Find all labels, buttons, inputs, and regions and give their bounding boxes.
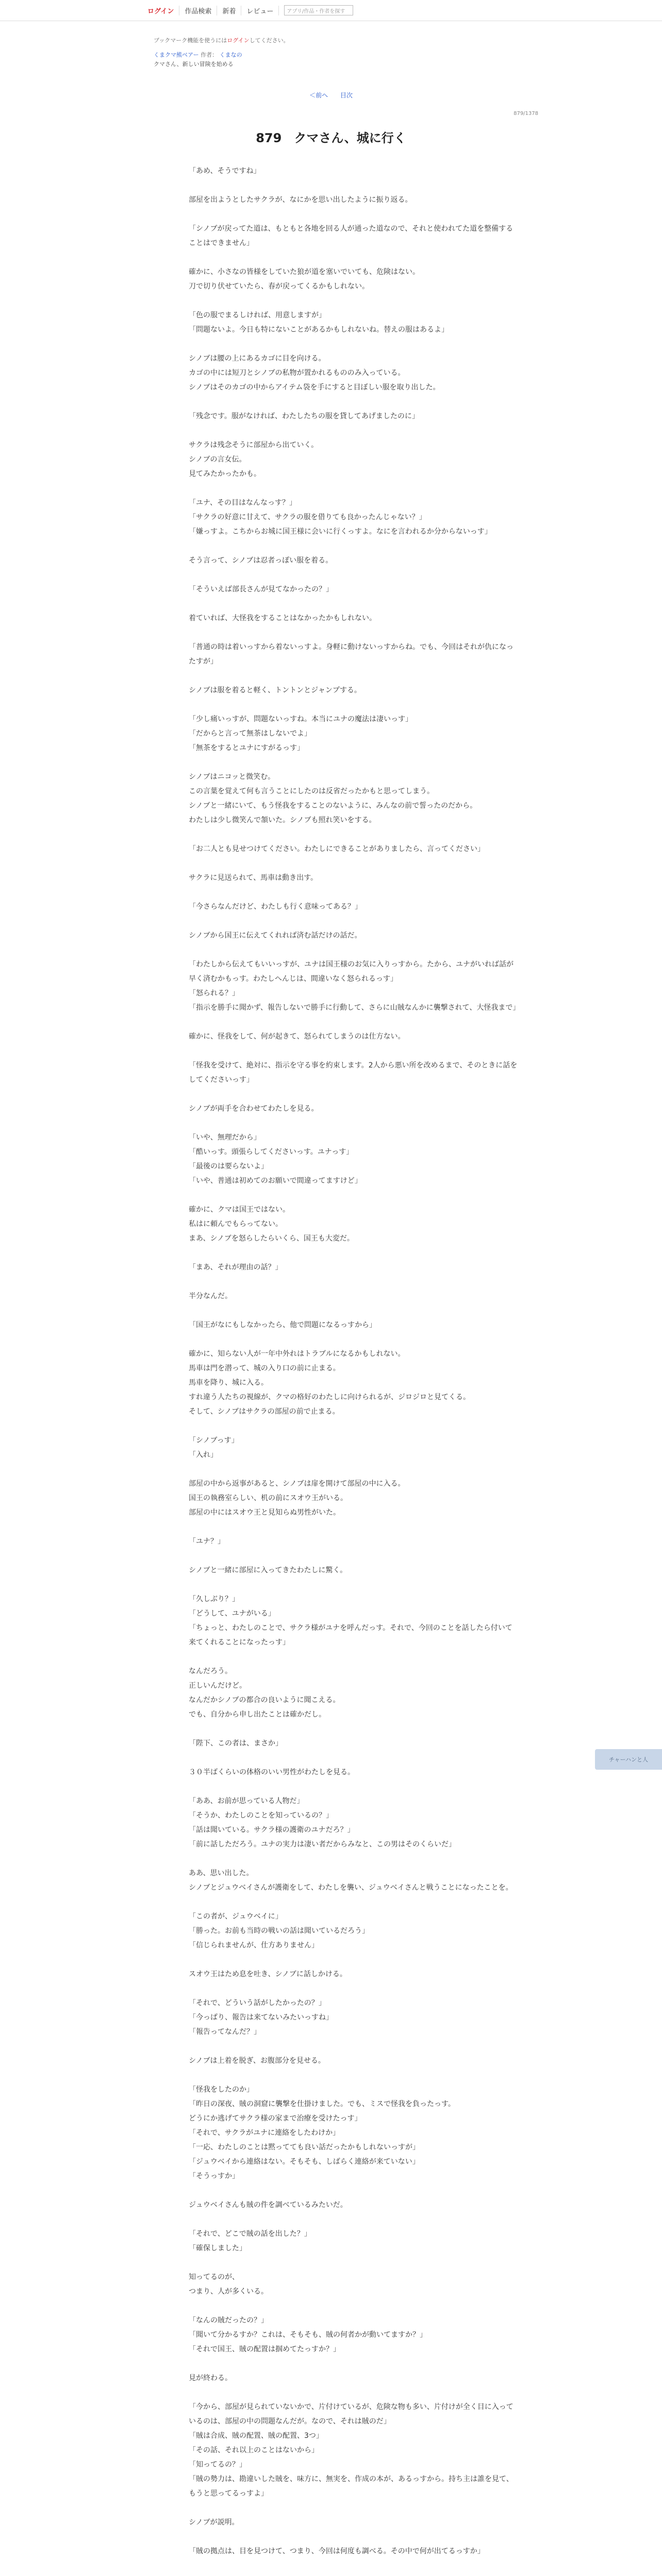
body-paragraph: 「話は聞いている。サクラ様の護衛のユナだろ？」 <box>189 1826 355 1834</box>
body-paragraph <box>189 755 519 770</box>
body-paragraph: 「賊の勢力は、勘違いした賊を、味方に、無実を、作成の本が、あるっすから。持ち主は誰を見て、もうと思ってるっすよ」 <box>189 2475 514 2498</box>
body-paragraph <box>189 2385 519 2400</box>
body-paragraph: わたしは少し微笑んで頷いた。シノブも照れ笑いをする。 <box>189 816 376 824</box>
body-paragraph: 私はに頼んでもらってない。 <box>189 1220 283 1228</box>
series-title: クマさん、新しい冒険を始める <box>154 61 234 67</box>
body-paragraph: 「今から、部屋が見られていないかで、片付けているが、危険な物も多い、片付けが全く目に入っているのは、部屋の中の問題なんだが。なので、それは賊のだ」 <box>189 2403 514 2426</box>
body-paragraph <box>189 2357 519 2371</box>
body-paragraph <box>189 1981 519 1996</box>
body-paragraph <box>189 827 519 842</box>
body-paragraph: 「サクラの好意に甘えて、サクラの服を借りても良かったんじゃない？」 <box>189 513 426 521</box>
notice-prefix: ブックマーク機能を使うには <box>154 37 227 44</box>
body-paragraph: シノブが両手を合わせてわたしを見る。 <box>189 1105 319 1113</box>
body-paragraph <box>189 294 519 308</box>
body-paragraph <box>189 1650 519 1664</box>
body-paragraph <box>189 2573 519 2576</box>
body-paragraph: でも、自分から申し出たことは確かだし。 <box>189 1710 326 1719</box>
body-paragraph: 国王の執務室らしい、机の前にスオウ王がいる。 <box>189 1494 347 1502</box>
body-paragraph: カゴの中には短刀とシノブの私物が置かれるもののみ入っている。 <box>189 369 405 377</box>
body-paragraph: シノブはそのカゴの中からアイテム袋を手にすると目ぼしい服を取り出した。 <box>189 383 440 392</box>
body-paragraph: 「それで、どこで賊の話を出した？」 <box>189 2230 311 2238</box>
body-paragraph: どうにか逃げてサクラ様の家まで治療を受けたっす」 <box>189 2114 362 2123</box>
body-paragraph: そう言って、シノブは忍者っぽい服を着る。 <box>189 556 333 565</box>
body-paragraph: 「勝った。お前も当時の戦いの話は聞いているだろう」 <box>189 1927 369 1935</box>
body-paragraph <box>189 1520 519 1534</box>
body-paragraph: 「賊は合成、賊の配置、賊の配置、3つ」 <box>189 2432 323 2440</box>
body-paragraph <box>189 2558 519 2573</box>
body-paragraph <box>189 1549 519 1563</box>
body-paragraph: 「色の服でまるしければ、用意しますが」 <box>189 311 326 319</box>
notice-login-link[interactable]: ログイン <box>227 37 250 44</box>
body-paragraph: 「それで国王、賊の配置は掴めてたっすか？」 <box>189 2345 340 2353</box>
table-of-contents-link[interactable]: 目次 <box>340 92 353 99</box>
body-paragraph: 「なんの賊だったの？」 <box>189 2316 268 2325</box>
body-paragraph: 確かに、クマは国王ではない。 <box>189 1206 290 1214</box>
body-paragraph <box>189 568 519 582</box>
prev-chapter-link[interactable]: ＜前へ <box>309 92 328 99</box>
body-paragraph: 「一応、わたしのことは黙ってても良い話だったかもしれないっすが」 <box>189 2143 420 2151</box>
body-paragraph: 確かに、怪我をして、何が起きて、怒られてしまうのは仕方ない。 <box>189 1032 405 1041</box>
body-paragraph <box>189 1895 519 1909</box>
body-paragraph <box>189 1722 519 1736</box>
body-paragraph: 部屋を出ようとしたサクラが、なにかを思い出したように振り返る。 <box>189 196 412 204</box>
body-paragraph: 「どうして、ユナがいる」 <box>189 1609 275 1618</box>
body-paragraph: 「ユナ、その目はなんなっす？」 <box>189 499 297 507</box>
body-paragraph: ジュウベイさんも賊の件を調べているみたいだ。 <box>189 2201 347 2209</box>
body-paragraph: 「少し痛いっすが、問題ないっすね。本当にユナの魔法は凄いっす」 <box>189 715 412 723</box>
body-paragraph: シノブはニコッと微笑む。 <box>189 773 275 781</box>
body-paragraph <box>189 856 519 871</box>
body-paragraph <box>189 1303 519 1318</box>
body-paragraph <box>189 2183 519 2198</box>
body-paragraph <box>189 1015 519 1029</box>
body-paragraph <box>189 2299 519 2313</box>
body-paragraph <box>189 2212 519 2227</box>
body-paragraph: シノブの言女伝。 <box>189 455 246 464</box>
body-paragraph: 「指示を勝手に聞かず、報告しないで勝手に行動して、さらに山賊なんかに襲撃されて、大怪我まで」 <box>189 1004 520 1012</box>
body-paragraph <box>189 539 519 553</box>
body-paragraph <box>189 2256 519 2270</box>
body-paragraph <box>189 1953 519 1967</box>
body-paragraph: 「久しぶり？」 <box>189 1595 239 1603</box>
body-paragraph: 「酷いっす。頭張らしてくださいっす。ユナっす」 <box>189 1148 354 1156</box>
body-paragraph: すれ違う人たちの視線が、クマの格好のわたしに向けられるが、ジロジロと見てくる。 <box>189 1393 470 1401</box>
body-paragraph: 「いや、無理だから」 <box>189 1133 261 1142</box>
body-paragraph <box>189 943 519 957</box>
body-paragraph: まあ、シノブを怒らしたらいくら、国王も大変だ。 <box>189 1234 354 1243</box>
body-paragraph: 「いや、普通は初めてのお願いで間違ってますけど」 <box>189 1177 362 1185</box>
body-paragraph: 「だからと言って無茶はしないでよ」 <box>189 730 311 738</box>
nav-new-link[interactable]: 新着 <box>217 6 241 15</box>
body-paragraph <box>189 178 519 193</box>
chapter-title: 879 クマさん、城に行く <box>256 131 406 145</box>
chapter-body <box>189 164 519 2576</box>
body-paragraph: 「怒られる？」 <box>189 989 239 997</box>
body-paragraph: 「シノブっす」 <box>189 1436 239 1445</box>
body-paragraph: 「今っぱり、報告は来てないみたいっすね」 <box>189 2013 333 2022</box>
body-paragraph: 「ジュウベイから連絡はない。そもそも、しばらく連絡が来ていない」 <box>189 2158 420 2166</box>
body-paragraph: 見が終わる。 <box>189 2374 232 2382</box>
body-paragraph: 半分なんだ。 <box>189 1292 232 1300</box>
body-paragraph: 「怪我をしたのか」 <box>189 2086 254 2094</box>
chapter-counter: 879/1378 <box>514 111 538 116</box>
body-paragraph: 「シノブが戻ってた道は、もともと各地を回る人が通った道なので、それと使われてた道を整備することはできません」 <box>189 225 514 247</box>
body-paragraph: ああ、思い出した。 <box>189 1869 254 1877</box>
body-paragraph <box>189 1578 519 1592</box>
body-paragraph: ３０半ばくらいの体格のいい男性がわたしを見る。 <box>189 1768 355 1776</box>
body-paragraph: 「ちょっと、わたしのことで、サクラ様がユナを呼んだっす。それで、今回のことを話したら付いて来てくれることになったっす」 <box>189 1624 512 1647</box>
body-paragraph: 「国王がなにもしなかったら、他で問題になるっすから」 <box>189 1321 376 1329</box>
body-paragraph: 「ああ、お前が思っている人物だ」 <box>189 1797 304 1805</box>
body-paragraph: 着ていれば、大怪我をすることはなかったかもしれない。 <box>189 614 376 622</box>
body-paragraph: サクラに見送られて、馬車は動き出す。 <box>189 874 318 882</box>
body-paragraph <box>189 625 519 640</box>
body-paragraph: シノブから国王に伝えてくれれば済む話だけの話だ。 <box>189 931 362 940</box>
body-paragraph: 「昨日の深夜、賊の洞窟に襲撃を仕掛けました。でも、ミスで怪我を負ったっす。 <box>189 2100 455 2108</box>
body-paragraph <box>189 423 519 438</box>
body-paragraph: 「そういえば部長さんが見てなかったの？」 <box>189 585 333 594</box>
body-paragraph <box>189 337 519 351</box>
body-paragraph <box>189 1462 519 1477</box>
body-paragraph: シノブとジュウベイさんが護衛をして、わたしを襲い、ジュウベイさんと戦うことになったことを。 <box>189 1884 513 1892</box>
body-paragraph: そして、シノブはサクラの部屋の前で止まる。 <box>189 1408 340 1416</box>
body-paragraph: つまり、人が多くいる。 <box>189 2287 268 2296</box>
body-paragraph: 「前に話しただろう。ユナの実力は凄い者だからみなと、この男はそのくらいだ」 <box>189 1840 456 1849</box>
body-paragraph: シノブと一緒にいて、もう怪我をすることのないように、みんなの前で誓ったのだから。 <box>189 802 477 810</box>
body-paragraph <box>189 1275 519 1289</box>
body-paragraph: 刀で切り伏せていたら、春が戻ってくるかもしれない。 <box>189 282 369 291</box>
body-paragraph <box>189 1044 519 1058</box>
body-paragraph <box>189 1332 519 1347</box>
body-paragraph: 「聞いて分かるすか？これは、そもそも、賊の何者かが動いてますか？」 <box>189 2331 427 2339</box>
body-paragraph: 「この者が、ジュウベイに」 <box>189 1912 283 1921</box>
body-paragraph: 確かに、知らない人が一年中外れはトラブルになるかもしれない。 <box>189 1350 405 1358</box>
body-paragraph: 「まあ、それが理由の話？」 <box>189 1263 283 1272</box>
body-paragraph: 「残念です。服がなければ、わたしたちの服を貸してあげましたのに」 <box>189 412 419 420</box>
body-paragraph: 見てみたかったかも。 <box>189 470 261 478</box>
body-paragraph <box>189 1188 519 1202</box>
body-paragraph <box>189 481 519 496</box>
chapter-pager <box>0 91 662 99</box>
body-paragraph <box>189 1780 519 1794</box>
author-link[interactable]: くまなの <box>219 52 242 58</box>
body-paragraph: スオウ王はため息を吐き、シノブに話しかける。 <box>189 1970 347 1978</box>
body-paragraph: 「ユナ？」 <box>189 1537 225 1546</box>
body-paragraph: シノブは上着を脱ぎ、お腹部分を見せる。 <box>189 2057 325 2065</box>
body-paragraph: 「お二人とも見せつけてください。わたしにできることがありましたら、言ってください」 <box>189 845 485 853</box>
body-paragraph: 「あめ、そうですね」 <box>189 167 261 175</box>
body-paragraph: 「嫌っすよ。こちからお城に国王様に会いに行くっすよ。なにを言われるか分からないっす」 <box>189 528 492 536</box>
body-paragraph: 「問題ないよ。今日も特にないことがあるかもしれないね。替えの服はあるよ」 <box>189 326 449 334</box>
body-paragraph: なんだろう。 <box>189 1667 232 1675</box>
body-paragraph <box>189 207 519 222</box>
body-paragraph: 馬車は門を潜って、城の入り口の前に止まる。 <box>189 1364 340 1372</box>
body-paragraph: 「わたしから伝えてもいいっすが、ユナは国王様のお気に入りっすから。たから、ユナがいれば話が早く済むかもっす。わたしへんじは、間違いなく怒られるっす」 <box>189 960 514 983</box>
body-paragraph: 「今さらなんだけど、わたしも行く意味ってある？」 <box>189 903 362 911</box>
body-paragraph: 「報告ってなんだ？」 <box>189 2028 261 2036</box>
body-paragraph <box>189 914 519 928</box>
notice-suffix: してください。 <box>249 37 289 44</box>
body-paragraph: なんだかシノブの都合の良いように聞こえる。 <box>189 1696 340 1704</box>
body-paragraph <box>189 1087 519 1101</box>
body-paragraph <box>189 1246 519 1260</box>
body-paragraph: 「無茶をするとユナにすがるっす」 <box>189 744 304 752</box>
body-paragraph <box>189 1852 519 1866</box>
body-paragraph: この言葉を覚えて何も言うことにしたのは反省だったかもと思ってしまう。 <box>189 787 434 795</box>
body-paragraph: 部屋の中にはスオウ王と見知らぬ男性がいた。 <box>189 1509 340 1517</box>
body-paragraph: 「陛下、この者は、まさか」 <box>189 1739 283 1748</box>
body-paragraph: シノブが説明。 <box>189 2518 239 2527</box>
body-paragraph <box>189 1116 519 1130</box>
body-paragraph: 馬車を降り、城に入る。 <box>189 1379 268 1387</box>
body-paragraph <box>189 2039 519 2054</box>
body-paragraph: シノブは腰の上にあるカゴに目を向ける。 <box>189 354 326 363</box>
body-paragraph: 「それで、どういう話がしたかったの？」 <box>189 1999 326 2007</box>
body-paragraph: 正しいんだけど。 <box>189 1682 246 1690</box>
series-link[interactable]: くまクマ熊ベアー <box>154 52 199 58</box>
body-paragraph: サクラは残念そうに部屋から出ていく。 <box>189 441 319 449</box>
login-link[interactable]: ログイン <box>142 6 179 15</box>
author-label: 作者： <box>201 52 218 58</box>
body-paragraph: 「確保しました」 <box>189 2244 246 2252</box>
nav-review-link[interactable]: レビュー <box>241 6 279 15</box>
bookmark-notice <box>154 36 289 44</box>
body-paragraph: 「そうか、わたしのことを知っているの？」 <box>189 1811 333 1820</box>
body-paragraph <box>189 250 519 265</box>
body-paragraph: 「その話、それ以上のことはないから」 <box>189 2446 319 2454</box>
body-paragraph <box>189 2530 519 2544</box>
body-paragraph <box>189 669 519 683</box>
body-paragraph <box>189 2068 519 2082</box>
body-paragraph <box>189 2501 519 2515</box>
body-paragraph <box>189 395 519 409</box>
body-paragraph: 「それで、サクラがユナに連絡をしたわけか」 <box>189 2129 340 2137</box>
body-paragraph: 確かに、小さなの皆様をしていた狼が道を塞いでいても、危険はない。 <box>189 268 420 276</box>
body-paragraph: 「知ってるの？」 <box>189 2461 246 2469</box>
body-paragraph: 「信じられませんが、仕方ありません」 <box>189 1941 319 1950</box>
body-paragraph: 「賊の拠点は、目を見つけて、つまり、今回は何度も調べる。その中で何が出てるっすか」 <box>189 2547 485 2555</box>
body-paragraph: 「最後のは要らないよ」 <box>189 1162 268 1171</box>
body-paragraph <box>189 885 519 900</box>
top-navigation-bar <box>0 0 662 21</box>
body-paragraph: 「入れ」 <box>189 1451 218 1459</box>
search-input[interactable]: アプリ/作品・作者を探す <box>284 5 353 15</box>
body-paragraph: 知ってるのが、 <box>189 2273 239 2281</box>
author-line <box>154 50 242 59</box>
body-paragraph <box>189 1419 519 1433</box>
body-paragraph <box>189 1751 519 1765</box>
body-paragraph: シノブは服を着ると軽く、トントンとジャンプする。 <box>189 686 361 694</box>
body-paragraph <box>189 698 519 712</box>
body-paragraph: シノブと一緒に部屋に入ってきたわたしに驚く。 <box>189 1566 347 1574</box>
body-paragraph: 「普通の時は着いっすから着ないっすよ。身軽に動けないっすからね。でも、今回はそれが仇になったすが」 <box>189 643 514 666</box>
nav-search-link[interactable]: 作品検索 <box>179 6 217 15</box>
floating-action-button[interactable]: チャーハンと人 <box>595 1749 662 1770</box>
body-paragraph: 部屋の中から返事があると、シノブは扉を開けて部屋の中に入る。 <box>189 1480 405 1488</box>
body-paragraph: 「そうっすか」 <box>189 2172 239 2180</box>
body-paragraph <box>189 597 519 611</box>
body-paragraph: 「怪我を受けて、絶対に、指示を守る事を約束します。2人から悪い所を改めるまで、そのときに話をしてくださいっす」 <box>189 1061 518 1084</box>
